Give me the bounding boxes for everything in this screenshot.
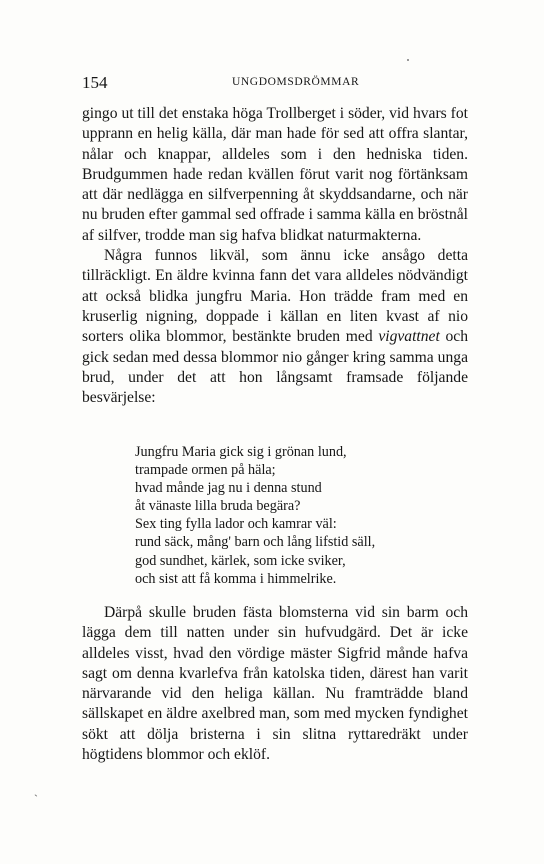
verse-line: trampade ormen på häla;: [135, 462, 276, 479]
verse-block: [135, 443, 465, 588]
verse-line: Jungfru Maria gick sig i grönan lund,: [135, 444, 347, 460]
paragraph-2: [82, 246, 468, 408]
body-text: [82, 104, 468, 408]
page-header: [82, 73, 468, 95]
verse-line: hvad månde jag nu i denna stund: [135, 480, 322, 497]
verse-line: och sist att få komma i himmelrike.: [135, 570, 337, 587]
paragraph-2-start: Några funnos likväl, som ännu icke ansågo detta tillräckligt. En äldre kvinna fann det vara alldeles nödvändigt att också blidka jungfru Maria. Hon trädde fram med en kruserlig nigning, doppade i källan en liten kvast af nio sorters olika blommor, bestänkte bruden med: [82, 247, 468, 346]
paragraph-1: gingo ut till det enstaka höga Trollberget i söder, vid hvars fot upprann en helig källa, där man hade för sed att offra slantar, nålar och knappar, alldeles som i den hedniska tiden. Brudgummen hade redan kvällen förut varit nog förtänksam att där nedlägga en silfverpenning åt skyddsandarne, och när nu bruden efter gammal sed offrade i samma källa en bröstnål af silfver, trodde man sig hafva blidkat naturmakterna.: [82, 105, 468, 244]
running-title: UNGDOMSDRÖMMAR: [232, 76, 360, 88]
paragraph-3: Därpå skulle bruden fästa blomsterna vid sin barm och lägga dem till natten under sin hufvudgärd. Det är icke alldeles visst, hvad den vördige mäster Sigfrid månde hafva sagt om denna kvarlefva från katolska tiden, därest han varit närvarande vid den heliga källan. Nu framträdde bland sällskapet en äldre axelbred man, som med mycken fyndighet sökt att dölja bristerna i sin slitna ryttaredräkt under högtidens blommor och eklöf.: [82, 604, 468, 764]
verse-line: rund säck, mång' barn och lång lifstid säll,: [135, 534, 376, 551]
paragraph-2-end: och gick sedan med dessa blommor nio gånger kring samma unga brud, under det att hon långsamt framsade följande besvärjelse:: [82, 328, 468, 407]
verse-line: Sex ting fylla lador och kamrar väl:: [135, 516, 337, 533]
margin-mark: ˎ: [34, 783, 38, 797]
italic-word: vigvattnet: [378, 328, 440, 346]
body-text-continued: [82, 603, 468, 765]
page-number: 154: [82, 73, 108, 92]
verse-line: god sundhet, kärlek, som icke sviker,: [135, 552, 346, 569]
speck: [407, 59, 409, 61]
verse-line: åt vänaste lilla bruda begära?: [135, 498, 301, 515]
